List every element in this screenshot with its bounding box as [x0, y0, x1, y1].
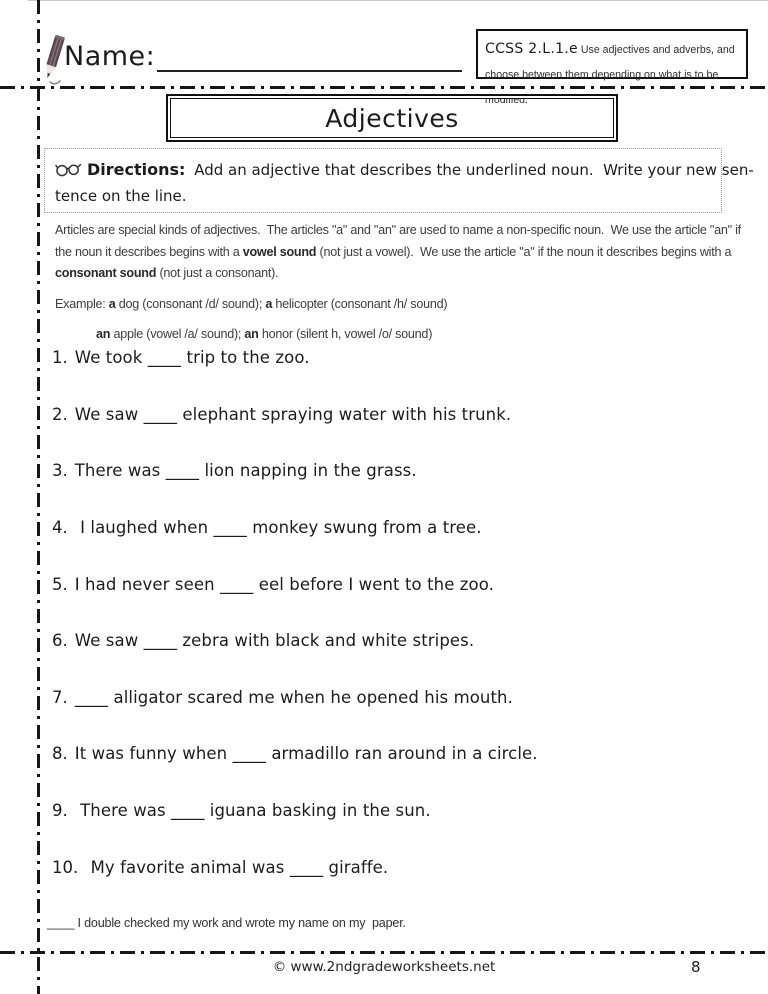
name-label: Name: [64, 41, 156, 72]
question-number: 1. [52, 348, 68, 367]
articles-example-2: an apple (vowel /a/ sound); an honor (silent h, vowel /o/ sound) [96, 326, 433, 341]
directions-box [44, 148, 754, 213]
question-row-6[interactable] [52, 631, 474, 650]
articles-note-line-3: consonant sound (not just a consonant). [55, 266, 279, 281]
question-text: We took ____ trip to the zoo. [74, 348, 310, 367]
eyeglasses-icon [55, 163, 82, 181]
question-row-9[interactable] [52, 801, 431, 820]
name-field-row [64, 40, 462, 72]
question-row-10[interactable] [52, 858, 388, 877]
question-row-8[interactable] [52, 744, 538, 763]
name-blank-line[interactable] [157, 40, 462, 72]
footer-copyright: © www.2ndgradeworksheets.net [272, 959, 496, 975]
question-number: 3. [52, 461, 68, 480]
question-number: 8. [52, 744, 68, 763]
question-row-1[interactable] [52, 348, 310, 367]
left-margin-dash-line [37, 0, 40, 994]
question-row-5[interactable] [52, 575, 494, 594]
question-number: 2. [52, 405, 68, 424]
directions-label: Directions: [87, 160, 186, 179]
self-check-line[interactable]: ____ I double checked my work and wrote my name on my paper. [47, 916, 406, 930]
articles-note-line-1: Articles are special kinds of adjectives. The articles "a" and "an" are used to name a non-specific noun. We use the article "an" if [55, 223, 741, 237]
question-number: 9. [52, 801, 68, 820]
question-row-2[interactable] [52, 405, 511, 424]
question-text: It was funny when ____ armadillo ran around in a circle. [74, 744, 538, 763]
page-title: Adjectives [325, 103, 459, 133]
question-text: ____ alligator scared me when he opened his mouth. [74, 688, 513, 707]
question-text: There was ____ lion napping in the grass. [74, 461, 417, 480]
worksheet-title-box [166, 94, 618, 142]
directions-line-2: tence on the line. [55, 187, 187, 205]
question-number: 10. [52, 858, 79, 877]
directions-text-1: Add an adjective that describes the underlined noun. Write your new sen- [189, 161, 754, 179]
articles-note-line-2: the noun it describes begins with a vowel sound (not just a vowel). We use the article "a" if the noun it describes begins with a [55, 244, 732, 259]
question-row-7[interactable] [52, 688, 513, 707]
question-number: 6. [52, 631, 68, 650]
question-number: 5. [52, 575, 68, 594]
question-text: We saw ____ elephant spraying water with his trunk. [74, 405, 512, 424]
question-number: 7. [52, 688, 68, 707]
scan-top-edge [28, 0, 768, 1]
articles-note [55, 220, 741, 345]
question-number: 4. [52, 518, 68, 537]
ccss-description: Use adjectives and adverbs, and choose between them depending on what is to be modified. [485, 44, 735, 106]
question-text: We saw ____ zebra with black and white stripes. [74, 631, 475, 650]
header-divider-dash-line [0, 86, 768, 89]
question-row-4[interactable] [52, 518, 482, 537]
directions-line-1 [55, 157, 754, 184]
articles-example-1: Example: a dog (consonant /d/ sound); a helicopter (consonant /h/ sound) [55, 296, 448, 311]
ccss-standard-box [476, 29, 748, 106]
footer-page-number: 8 [691, 958, 701, 976]
question-text: I had never seen ____ eel before I went to the zoo. [74, 575, 494, 594]
footer-divider-dash-line [0, 951, 768, 954]
question-text: There was ____ iguana basking in the sun. [74, 801, 431, 820]
question-text: I laughed when ____ monkey swung from a tree. [74, 518, 482, 537]
question-text: My favorite animal was ____ giraffe. [85, 858, 389, 877]
question-row-3[interactable] [52, 461, 417, 480]
ccss-code: CCSS 2.L.1.e [485, 41, 578, 57]
